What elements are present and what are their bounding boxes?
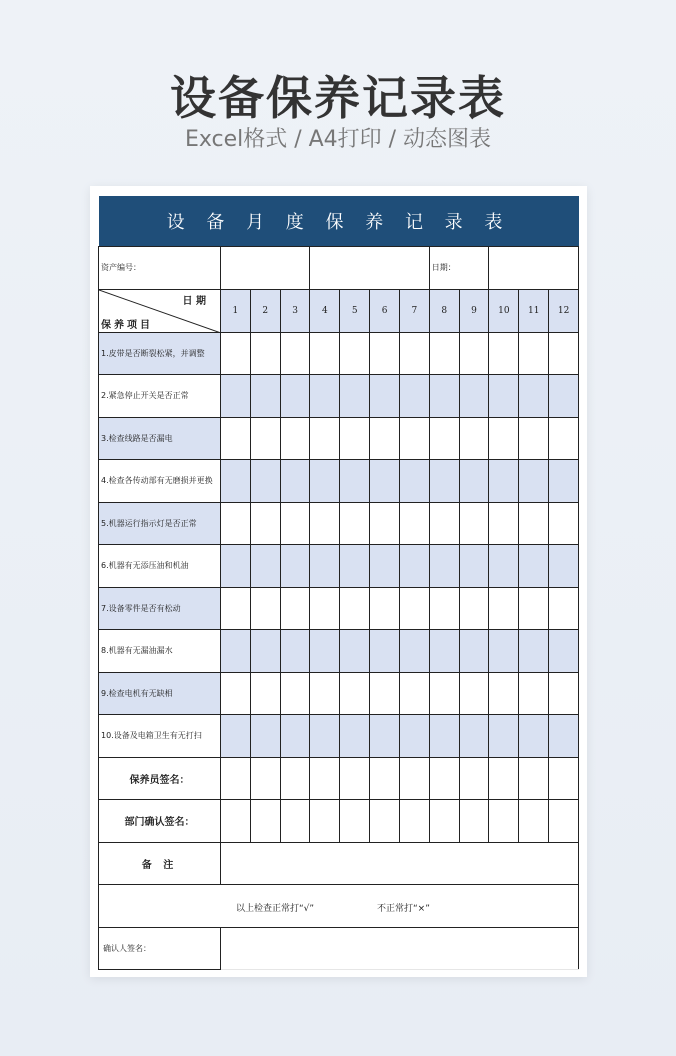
page-subtitle: Excel格式 / A4打印 / 动态图表 (184, 127, 492, 152)
check-cell[interactable] (250, 672, 280, 715)
signature-cell[interactable] (280, 757, 310, 800)
check-cell[interactable] (429, 417, 459, 460)
check-cell[interactable] (221, 332, 251, 375)
check-cell[interactable] (370, 715, 400, 758)
check-cell[interactable] (489, 630, 519, 673)
signature-cell[interactable] (280, 800, 310, 843)
check-cell[interactable] (370, 460, 400, 503)
check-cell[interactable] (489, 545, 519, 588)
check-cell[interactable] (250, 502, 280, 545)
table-row (99, 375, 579, 418)
day-number-10: 10 (489, 289, 519, 332)
check-cell[interactable] (310, 332, 340, 375)
check-cell[interactable] (459, 417, 489, 460)
check-cell[interactable] (250, 715, 280, 758)
check-cell[interactable] (399, 502, 429, 545)
maintenance-item-label: 3.检查线路是否漏电 (99, 417, 221, 460)
table-row (99, 417, 579, 460)
check-cell[interactable] (459, 502, 489, 545)
check-cell[interactable] (280, 630, 310, 673)
check-cell[interactable] (250, 460, 280, 503)
check-cell[interactable] (519, 375, 549, 418)
department-signature-label: 部门确认签名： (99, 800, 221, 843)
day-number-3: 3 (280, 289, 310, 332)
maintenance-item-label: 7.设备零件是否有松动 (99, 587, 221, 630)
table-row (99, 587, 579, 630)
date-field[interactable] (489, 246, 579, 289)
check-cell[interactable] (519, 545, 549, 588)
check-cell[interactable] (221, 672, 251, 715)
table-row (99, 460, 579, 503)
signature-cell[interactable] (549, 800, 579, 843)
legend-bad-text: 不正常打“×” (377, 904, 430, 914)
header-date-label: 日 期 (182, 295, 206, 307)
check-cell[interactable] (399, 460, 429, 503)
check-cell[interactable] (429, 375, 459, 418)
check-cell[interactable] (340, 502, 370, 545)
header-item-label: 保养项目 (101, 319, 153, 331)
check-cell[interactable] (429, 715, 459, 758)
signature-cell[interactable] (310, 800, 340, 843)
asset-number-label: 资产编号： (99, 246, 221, 289)
signature-cell[interactable] (519, 757, 549, 800)
legend-cell (99, 885, 579, 928)
check-cell[interactable] (429, 672, 459, 715)
table-row (99, 715, 579, 758)
check-cell[interactable] (399, 332, 429, 375)
check-cell[interactable] (221, 417, 251, 460)
signature-cell[interactable] (340, 800, 370, 843)
check-cell[interactable] (459, 375, 489, 418)
check-cell[interactable] (399, 672, 429, 715)
check-cell[interactable] (489, 460, 519, 503)
check-cell[interactable] (549, 630, 579, 673)
signature-cell[interactable] (489, 757, 519, 800)
maintenance-item-label: 8.机器有无漏油漏水 (99, 630, 221, 673)
check-cell[interactable] (310, 672, 340, 715)
day-number-6: 6 (370, 289, 400, 332)
check-cell[interactable] (549, 417, 579, 460)
check-cell[interactable] (399, 375, 429, 418)
signature-cell[interactable] (459, 757, 489, 800)
check-cell[interactable] (250, 630, 280, 673)
check-cell[interactable] (221, 587, 251, 630)
check-cell[interactable] (370, 630, 400, 673)
asset-number-field[interactable] (221, 246, 310, 289)
asset-number-field-extra[interactable] (310, 246, 429, 289)
check-cell[interactable] (370, 672, 400, 715)
maintenance-signature-label: 保养员签名： (99, 757, 221, 800)
check-cell[interactable] (519, 417, 549, 460)
check-cell[interactable] (429, 460, 459, 503)
signature-cell[interactable] (250, 800, 280, 843)
legend-ok-text: 以上检查正常打“√” (236, 904, 315, 914)
signature-cell[interactable] (370, 757, 400, 800)
check-cell[interactable] (459, 332, 489, 375)
check-cell[interactable] (280, 715, 310, 758)
check-cell[interactable] (459, 672, 489, 715)
check-cell[interactable] (429, 587, 459, 630)
check-cell[interactable] (489, 332, 519, 375)
check-cell[interactable] (519, 672, 549, 715)
signature-cell[interactable] (399, 800, 429, 843)
check-cell[interactable] (340, 417, 370, 460)
maintenance-item-label: 2.紧急停止开关是否正常 (99, 375, 221, 418)
check-cell[interactable] (549, 587, 579, 630)
check-cell[interactable] (549, 375, 579, 418)
confirm-signature-field[interactable] (221, 927, 579, 970)
check-cell[interactable] (429, 630, 459, 673)
check-cell[interactable] (280, 375, 310, 418)
check-cell[interactable] (280, 460, 310, 503)
check-cell[interactable] (280, 332, 310, 375)
maintenance-item-label: 10.设备及电箱卫生有无打扫 (99, 715, 221, 758)
check-cell[interactable] (280, 545, 310, 588)
check-cell[interactable] (519, 502, 549, 545)
maintenance-item-label: 4.检查各传动部有无磨损并更换 (99, 460, 221, 503)
table-row (99, 502, 579, 545)
check-cell[interactable] (489, 672, 519, 715)
check-cell[interactable] (429, 502, 459, 545)
check-cell[interactable] (250, 375, 280, 418)
check-cell[interactable] (370, 332, 400, 375)
check-cell[interactable] (310, 375, 340, 418)
check-cell[interactable] (459, 460, 489, 503)
check-cell[interactable] (370, 417, 400, 460)
day-number-8: 8 (429, 289, 459, 332)
check-cell[interactable] (310, 587, 340, 630)
confirm-signature-label: 确认人签名： (99, 927, 221, 970)
check-cell[interactable] (459, 587, 489, 630)
day-number-9: 9 (459, 289, 489, 332)
sheet-title: 设 备 月 度 保 养 记 录 表 (99, 196, 579, 246)
check-cell[interactable] (340, 715, 370, 758)
check-cell[interactable] (310, 630, 340, 673)
check-cell[interactable] (399, 417, 429, 460)
check-cell[interactable] (489, 587, 519, 630)
check-cell[interactable] (221, 502, 251, 545)
signature-cell[interactable] (340, 757, 370, 800)
check-cell[interactable] (519, 460, 549, 503)
check-cell[interactable] (310, 417, 340, 460)
table-row (99, 672, 579, 715)
day-number-5: 5 (340, 289, 370, 332)
check-cell[interactable] (459, 715, 489, 758)
maintenance-item-label: 9.检查电机有无缺相 (99, 672, 221, 715)
check-cell[interactable] (429, 332, 459, 375)
signature-cell[interactable] (221, 800, 251, 843)
check-cell[interactable] (250, 332, 280, 375)
check-cell[interactable] (429, 545, 459, 588)
check-cell[interactable] (489, 502, 519, 545)
maintenance-item-label: 5.机器运行指示灯是否正常 (99, 502, 221, 545)
check-cell[interactable] (221, 715, 251, 758)
check-cell[interactable] (250, 417, 280, 460)
note-row (99, 842, 579, 885)
check-cell[interactable] (399, 587, 429, 630)
check-cell[interactable] (399, 715, 429, 758)
header-diagonal-cell (99, 289, 221, 332)
table-row (99, 545, 579, 588)
check-cell[interactable] (549, 672, 579, 715)
check-cell[interactable] (549, 332, 579, 375)
day-number-11: 11 (519, 289, 549, 332)
check-cell[interactable] (340, 587, 370, 630)
check-cell[interactable] (310, 545, 340, 588)
check-cell[interactable] (340, 460, 370, 503)
check-cell[interactable] (221, 460, 251, 503)
maintenance-record-table (98, 196, 579, 970)
check-cell[interactable] (399, 545, 429, 588)
check-cell[interactable] (370, 502, 400, 545)
legend-row (99, 885, 579, 928)
signature-cell[interactable] (459, 800, 489, 843)
check-cell[interactable] (489, 375, 519, 418)
check-cell[interactable] (370, 545, 400, 588)
check-cell[interactable] (280, 672, 310, 715)
day-number-7: 7 (399, 289, 429, 332)
check-cell[interactable] (549, 715, 579, 758)
table-row (99, 630, 579, 673)
signature-cell[interactable] (489, 800, 519, 843)
check-cell[interactable] (280, 587, 310, 630)
note-field[interactable] (221, 842, 579, 885)
check-cell[interactable] (489, 417, 519, 460)
check-cell[interactable] (549, 545, 579, 588)
check-cell[interactable] (549, 460, 579, 503)
check-cell[interactable] (221, 375, 251, 418)
signature-cell[interactable] (519, 800, 549, 843)
check-cell[interactable] (519, 715, 549, 758)
signature-cell[interactable] (250, 757, 280, 800)
check-cell[interactable] (340, 332, 370, 375)
confirm-row (99, 927, 579, 970)
date-label: 日期： (429, 246, 489, 289)
check-cell[interactable] (221, 545, 251, 588)
check-cell[interactable] (340, 630, 370, 673)
page-title: 设备保养记录表 (170, 71, 506, 125)
check-cell[interactable] (459, 545, 489, 588)
table-row (99, 332, 579, 375)
check-cell[interactable] (519, 630, 549, 673)
check-cell[interactable] (549, 502, 579, 545)
check-cell[interactable] (370, 587, 400, 630)
signature-cell[interactable] (221, 757, 251, 800)
check-cell[interactable] (250, 587, 280, 630)
check-cell[interactable] (340, 672, 370, 715)
maintenance-item-label: 6.机器有无添压油和机油 (99, 545, 221, 588)
check-cell[interactable] (519, 587, 549, 630)
check-cell[interactable] (310, 715, 340, 758)
day-number-12: 12 (549, 289, 579, 332)
check-cell[interactable] (221, 630, 251, 673)
day-number-2: 2 (250, 289, 280, 332)
signature-cell[interactable] (310, 757, 340, 800)
signature-row (99, 800, 579, 843)
note-label: 备 注 (99, 842, 221, 885)
check-cell[interactable] (459, 630, 489, 673)
check-cell[interactable] (280, 502, 310, 545)
day-number-1: 1 (221, 289, 251, 332)
check-cell[interactable] (489, 715, 519, 758)
check-cell[interactable] (340, 375, 370, 418)
signature-cell[interactable] (549, 757, 579, 800)
check-cell[interactable] (310, 502, 340, 545)
check-cell[interactable] (519, 332, 549, 375)
signature-row (99, 757, 579, 800)
maintenance-item-label: 1.皮带是否断裂松紧，并调整 (99, 332, 221, 375)
check-cell[interactable] (250, 545, 280, 588)
signature-cell[interactable] (399, 757, 429, 800)
day-number-4: 4 (310, 289, 340, 332)
signature-cell[interactable] (429, 800, 459, 843)
check-cell[interactable] (310, 460, 340, 503)
check-cell[interactable] (340, 545, 370, 588)
check-cell[interactable] (280, 417, 310, 460)
signature-cell[interactable] (370, 800, 400, 843)
check-cell[interactable] (399, 630, 429, 673)
signature-cell[interactable] (429, 757, 459, 800)
check-cell[interactable] (370, 375, 400, 418)
